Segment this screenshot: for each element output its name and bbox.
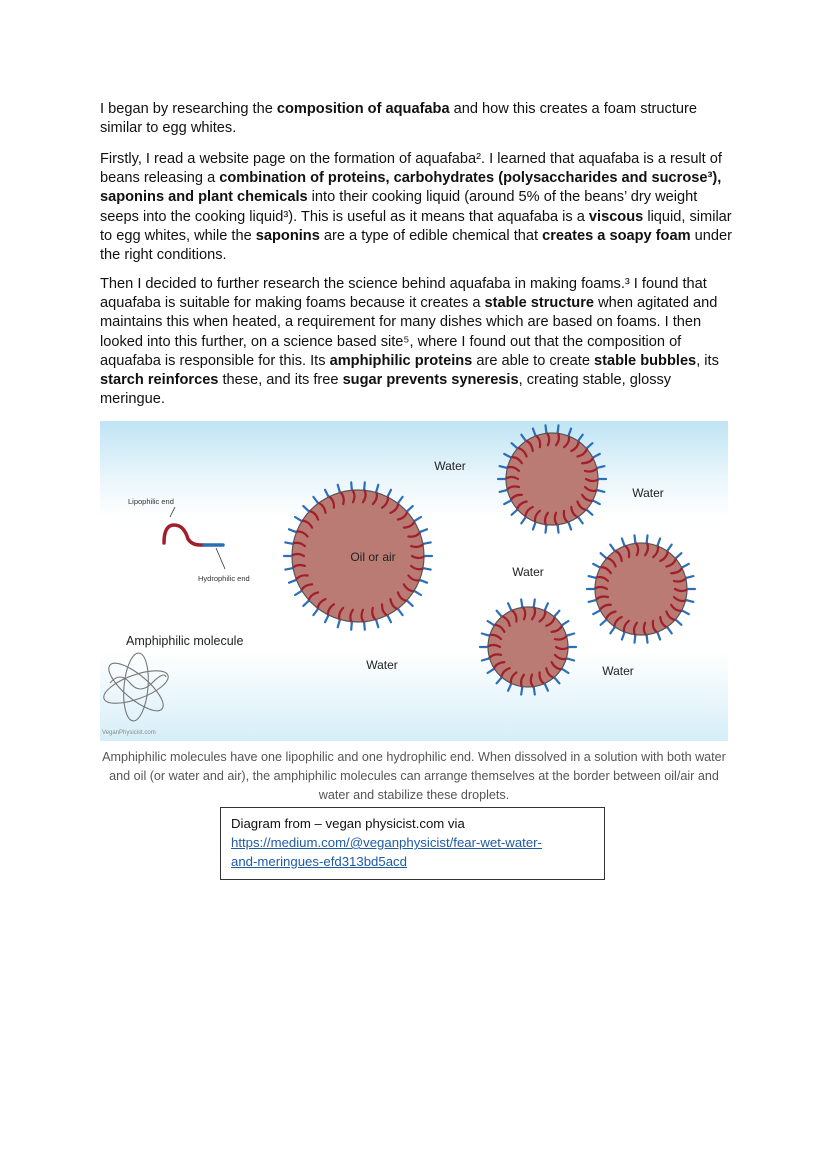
droplet-body — [595, 543, 687, 635]
hydrophilic-end-label: Hydrophilic end — [198, 574, 250, 583]
oil-or-air-label: Oil or air — [350, 550, 396, 564]
hydrophilic-head — [558, 425, 559, 432]
hydrophilic-head — [285, 542, 292, 543]
source-citation-box — [220, 807, 605, 880]
hydrophilic-head — [546, 526, 547, 533]
source-attribution: Diagram from – vegan physicist.com via — [231, 816, 465, 831]
hydrophilic-head — [285, 568, 292, 569]
figure-caption: Amphiphilic molecules have one lipophilic and one hydrophilic end. When dissolved in a solution with both water and oil (or water and air), the amphiphilic molecules can arrange themselves at the border between oil/air and water and stabilize these droplets. — [102, 750, 726, 802]
water-label-top: Water — [434, 459, 466, 473]
water-label-middle: Water — [512, 565, 544, 579]
intro-paragraph: I began by researching the composition of aquafaba and how this creates a foam structure similar to egg whites. — [100, 101, 697, 137]
hydrophilic-head — [364, 623, 365, 630]
hydrophilic-head — [424, 542, 431, 543]
hydrophilic-head — [647, 535, 648, 542]
hydrophilic-head — [364, 482, 365, 489]
hydrophilic-head — [647, 636, 648, 643]
water-label-right: Water — [632, 486, 664, 500]
bold-phrase: composition of aquafaba — [276, 101, 450, 117]
foam-science-paragraph: Then I decided to further research the science behind aquafaba in making foams.³ I found that aquafaba is suitable for making foams because it creates a stable structure when agitated and maintains this when heated, a requirement for many dishes which are based on foams. I then looked into this further, on a science based site⁵, where I found out that the composition of aquafaba is responsible for this. Its amphiphilic proteins are able to create stable bubbles, its starch reinforces these, and its free sugar prevents syneresis, creating stable, glossy meringue. — [100, 276, 719, 408]
hydrophilic-head — [351, 482, 352, 489]
hydrophilic-head — [521, 600, 522, 607]
hydrophilic-head — [424, 568, 431, 569]
watermark-text: VeganPhysicist.com — [102, 730, 156, 736]
lipophilic-end-label: Lipophilic end — [128, 497, 174, 506]
composition-paragraph: Firstly, I read a website page on the formation of aquafaba². I learned that aquafaba is a result of beans releasing a combination of proteins, carbohydrates (polysaccharides and sucrose³), saponins and plant chemicals into their cooking liquid (around 5% of the beans’ dry weight seeps into the cooking liquid³). This is useful as it means that aquafaba is a viscous liquid, similar to egg whites, while the saponins are a type of edible chemical that creates a soapy foam under the right conditions. — [100, 151, 732, 264]
hydrophilic-head — [546, 425, 547, 432]
hydrophilic-head — [534, 688, 535, 695]
hydrophilic-head — [534, 600, 535, 607]
water-label-lower-right: Water — [602, 664, 634, 678]
source-link-line-2: and-meringues-efd313bd5acd — [231, 854, 407, 869]
hydrophilic-head — [558, 526, 559, 533]
hydrophilic-head — [635, 636, 636, 643]
water-label-bottom: Water — [366, 658, 398, 672]
hydrophilic-head — [521, 688, 522, 695]
droplet-body — [506, 433, 598, 525]
source-link[interactable] — [231, 833, 594, 871]
amphiphilic-diagram — [100, 421, 728, 741]
hydrophilic-head — [635, 535, 636, 542]
source-link-line-1: https://medium.com/@veganphysicist/fear-wet-water- — [231, 835, 542, 850]
hydrophilic-head — [351, 623, 352, 630]
amphiphilic-molecule-label: Amphiphilic molecule — [126, 634, 244, 648]
